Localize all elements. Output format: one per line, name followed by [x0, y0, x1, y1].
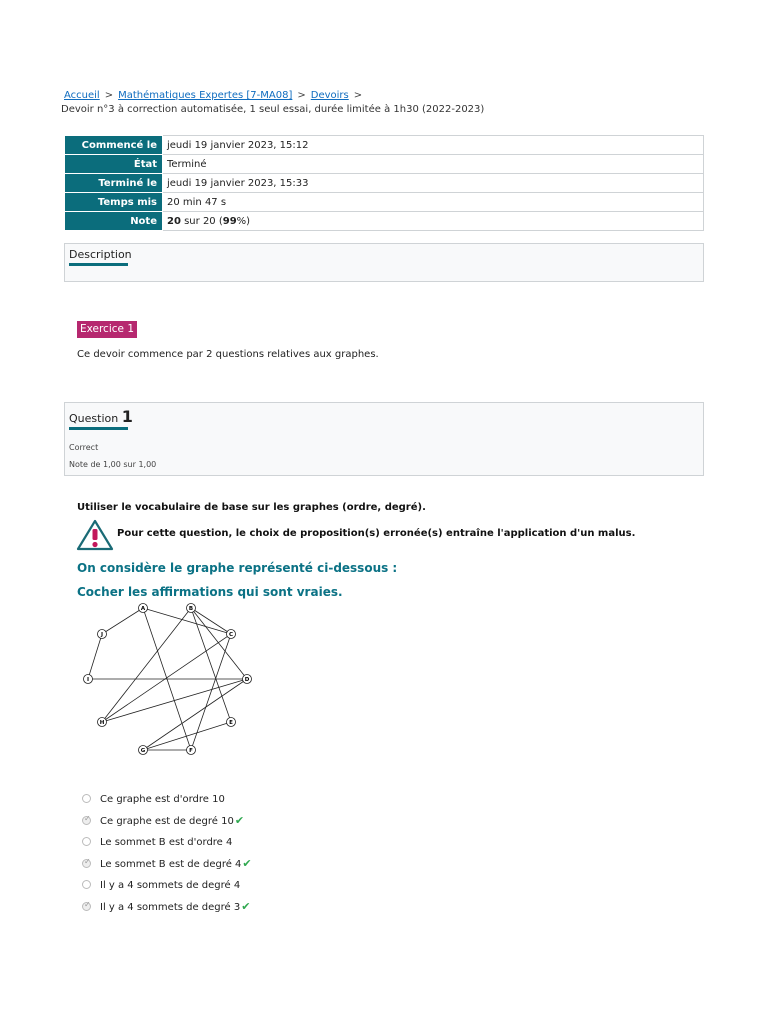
- graph-edge: [102, 608, 143, 634]
- answer-checkbox[interactable]: [82, 859, 91, 868]
- answer-checkbox[interactable]: [82, 837, 91, 846]
- breadcrumb-home-link[interactable]: Accueil: [64, 90, 100, 101]
- breadcrumb-separator: >: [297, 90, 306, 101]
- breadcrumb-separator: >: [104, 90, 114, 101]
- graph-edge: [143, 722, 231, 750]
- graph-edge: [102, 632, 234, 722]
- question-label: Question 1: [69, 407, 133, 426]
- attempt-summary-table: [65, 135, 704, 231]
- graph-edge: [188, 606, 234, 722]
- graph-edges: [88, 608, 247, 750]
- warning-text: Pour cette question, le choix de proposition(s) erronée(s) entraîne l'application d'un malus.: [117, 528, 636, 539]
- exercise-intro: Ce devoir commence par 2 questions relatives aux graphes.: [77, 349, 379, 360]
- graph-vertex-label: G: [140, 748, 146, 754]
- breadcrumb: [61, 89, 485, 116]
- warning-icon: [75, 518, 115, 552]
- breadcrumb-separator: >: [353, 90, 363, 101]
- breadcrumb-current: Devoir n°3 à correction automatisée, 1 seul essai, durée limitée à 1h30 (2022-2023): [61, 104, 485, 115]
- description-underline: [69, 263, 128, 266]
- breadcrumb-course-link[interactable]: Mathématiques Expertes [7-MA08]: [118, 90, 293, 101]
- graph-vertex-label: J: [100, 632, 104, 638]
- question-underline: [69, 427, 128, 430]
- graph-vertex-label: B: [188, 606, 194, 612]
- summary-row: [65, 212, 704, 231]
- exercise-badge: Exercice 1: [77, 321, 137, 338]
- summary-row: [65, 193, 704, 212]
- graph-vertex-label: C: [228, 632, 234, 638]
- correct-check-icon: ✔: [241, 899, 251, 913]
- summary-value: jeudi 19 janvier 2023, 15:12: [163, 136, 704, 155]
- answer-checkbox[interactable]: [82, 794, 91, 803]
- summary-label: État: [65, 155, 163, 174]
- summary-label: Terminé le: [65, 174, 163, 193]
- graph-edge: [102, 679, 247, 722]
- breadcrumb-section-link[interactable]: Devoirs: [310, 90, 349, 101]
- summary-value: Terminé: [163, 155, 704, 174]
- graph-vertex-label: D: [244, 677, 250, 683]
- answer-checkbox[interactable]: [82, 902, 91, 911]
- summary-value: jeudi 19 janvier 2023, 15:33: [163, 174, 704, 193]
- answer-text: Le sommet B est de degré 4✔: [100, 856, 252, 870]
- question-state: Correct: [69, 443, 99, 452]
- graph-vertex-label: E: [229, 720, 233, 726]
- description-box: [64, 243, 704, 282]
- graph-edge: [140, 606, 231, 634]
- summary-row: [65, 155, 704, 174]
- graph-vertex-label: A: [140, 606, 146, 612]
- answer-checkbox[interactable]: [82, 816, 91, 825]
- description-label: Description: [69, 248, 132, 261]
- answer-text: Il y a 4 sommets de degré 3✔: [100, 899, 251, 913]
- summary-label: Temps mis: [65, 193, 163, 212]
- question-heading: On considère le graphe représenté ci-dessous :: [77, 561, 398, 575]
- graph-vertex-label: I: [86, 677, 90, 683]
- answer-text: Le sommet B est d'ordre 4: [100, 837, 233, 848]
- question-grade: Note de 1,00 sur 1,00: [69, 460, 157, 469]
- summary-value: 20 min 47 s: [163, 193, 704, 212]
- summary-label: Note: [65, 212, 163, 231]
- summary-label: Commencé le: [65, 136, 163, 155]
- answer-text: Ce graphe est d'ordre 10: [100, 794, 225, 805]
- answer-text: Il y a 4 sommets de degré 4: [100, 880, 241, 891]
- summary-grade-value: 20 sur 20 (99%): [163, 212, 704, 231]
- graph-vertex-label: H: [99, 720, 105, 726]
- graph-figure: [78, 602, 268, 758]
- question-objective: Utiliser le vocabulaire de base sur les graphes (ordre, degré).: [77, 502, 426, 513]
- graph-edge: [188, 606, 231, 634]
- graph-vertex-label: F: [189, 748, 193, 754]
- summary-row: [65, 136, 704, 155]
- summary-row: [65, 174, 704, 193]
- correct-check-icon: ✔: [242, 856, 252, 870]
- answer-checkbox[interactable]: [82, 880, 91, 889]
- question-instruction: Cocher les affirmations qui sont vraies.: [77, 585, 343, 599]
- question-number: 1: [121, 407, 133, 426]
- answer-text: Ce graphe est de degré 10✔: [100, 813, 245, 827]
- graph-edge: [88, 634, 102, 679]
- correct-check-icon: ✔: [234, 813, 245, 827]
- question-info-box: [64, 402, 704, 476]
